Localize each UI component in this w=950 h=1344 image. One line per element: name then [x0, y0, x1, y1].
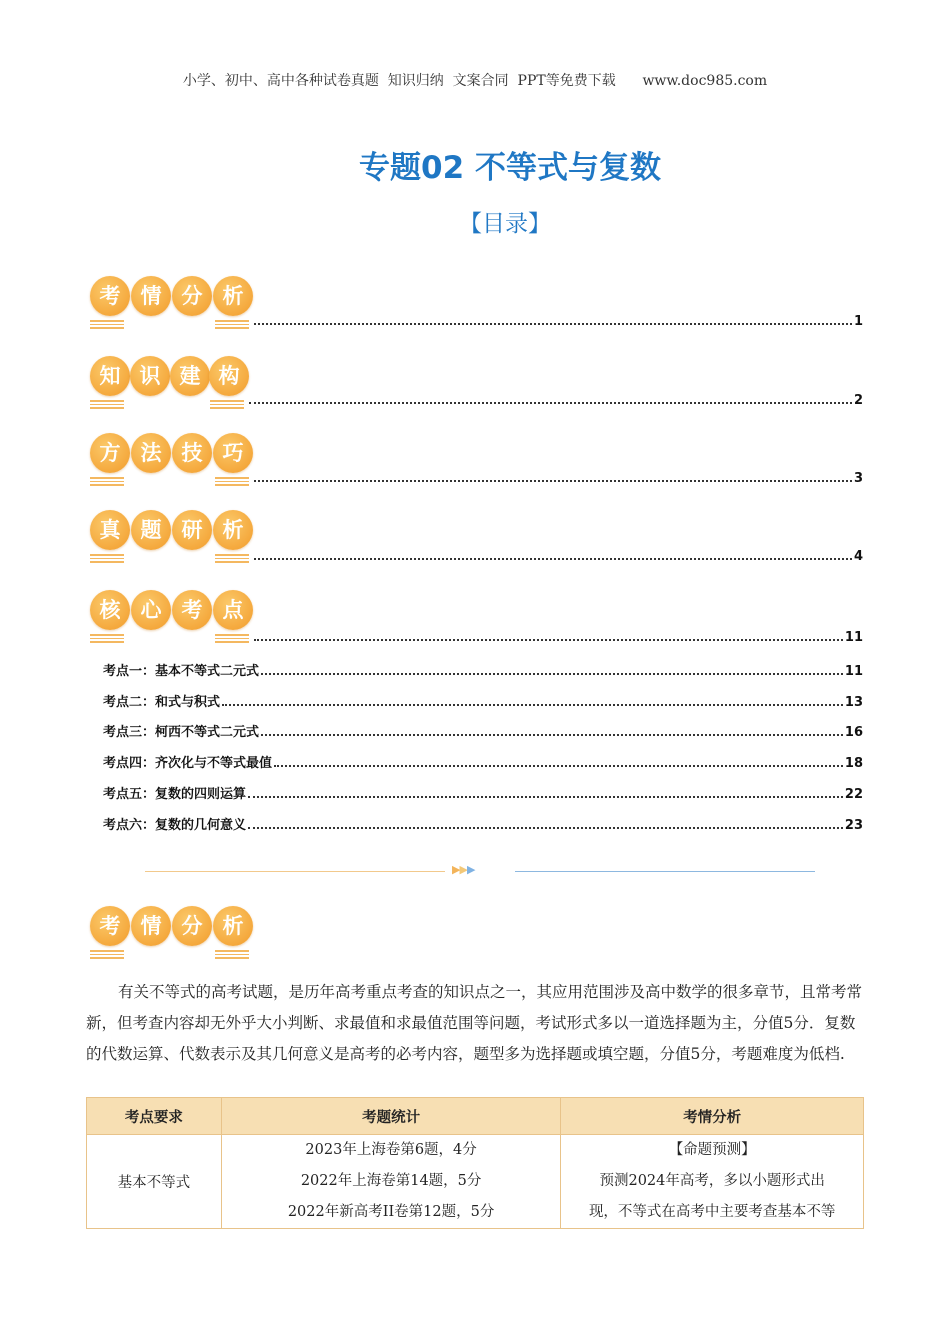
toc-subentry[interactable] [103, 691, 863, 710]
stat-line: 2022年上海卷第14题，5分 [300, 1173, 482, 1189]
toc-page-number: 11 [844, 630, 863, 645]
toc-page-number: 18 [844, 756, 863, 771]
analysis-paragraph-text: 有关不等式的高考试题，是历年高考重点考查的知识点之一，其应用范围涉及高中数学的很多章节，且常考常新，但考查内容却无外乎大小判断、求最值和求最值范围等问题，考试形式多以一道选择题为主，分值5分．复数的代数运算、代数表示及其几何意义是高考的必考内容，题型多为选择题或填空题，分值5分，考题难度为低档. [86, 983, 863, 1063]
toc-page-number: 11 [844, 664, 863, 679]
toc-page-number: 23 [844, 818, 863, 833]
badge-stripes [215, 554, 249, 563]
table-header: 考题统计 [221, 1098, 561, 1135]
badge-char: 考 [172, 590, 212, 630]
leader-dots [249, 402, 852, 404]
toc-subentry[interactable] [103, 752, 863, 771]
toc-subentry[interactable] [103, 721, 863, 740]
table-cell-analysis [561, 1135, 864, 1229]
badge-char: 真 [90, 510, 130, 550]
badge-char: 构 [209, 356, 249, 396]
stat-line: 2022年新高考II卷第12题，5分 [287, 1204, 495, 1220]
badge-char: 方 [90, 433, 130, 473]
badge-char: 题 [131, 510, 171, 550]
badge-char: 情 [131, 906, 171, 946]
divider-arrows-icon: ▶▶▶ [452, 863, 475, 876]
leader-dots [248, 796, 843, 798]
table-cell-requirement: 基本不等式 [87, 1135, 222, 1229]
prediction-heading: 【命题预测】 [668, 1142, 756, 1158]
page-title: 专题02 不等式与复数 [359, 150, 661, 186]
badge-char: 点 [213, 590, 253, 630]
badge-char: 分 [172, 906, 212, 946]
toc-subentry[interactable] [103, 814, 863, 833]
badge-stripes [90, 400, 124, 409]
toc-entry-core-points[interactable] [252, 630, 863, 645]
toc-heading: 【目录】 [459, 211, 551, 237]
stat-line: 2023年上海卷第6题，4分 [305, 1142, 477, 1158]
leader-dots [254, 558, 852, 560]
leader-dots [274, 765, 843, 767]
analysis-line: 预测2024年高考，多以小题形式出 [599, 1173, 825, 1189]
toc-subentry-label: 考点三：柯西不等式二元式 [103, 725, 260, 740]
badge-char: 考 [90, 276, 130, 316]
toc-page-number: 13 [844, 695, 863, 710]
badge-char: 考 [90, 906, 130, 946]
table-cell-stats [221, 1135, 561, 1229]
page-header: 小学、初中、高中各种试卷真题 知识归纳 文案合同 PPT等免费下载 www.doc985.com [182, 73, 768, 89]
badge-char: 建 [170, 356, 210, 396]
badge-stripes [90, 320, 124, 329]
badge-char: 知 [90, 356, 130, 396]
divider-right [515, 871, 815, 872]
badge-stripes [90, 634, 124, 643]
leader-dots [254, 323, 852, 325]
table-header: 考点要求 [87, 1098, 222, 1135]
badge-char: 核 [90, 590, 130, 630]
toc-subentry[interactable] [103, 783, 863, 802]
badge-char: 识 [130, 356, 170, 396]
badge-stripes [210, 400, 244, 409]
badge-stripes [215, 320, 249, 329]
toc-entry-exam-study[interactable] [252, 549, 863, 564]
badge-char: 巧 [213, 433, 253, 473]
toc-entry-methods[interactable] [252, 471, 863, 486]
toc-page-number: 4 [853, 549, 863, 564]
toc-page-number: 22 [844, 787, 863, 802]
toc-subentry-label: 考点六：复数的几何意义 [103, 818, 247, 833]
toc-subentry[interactable] [103, 660, 863, 679]
badge-stripes [215, 634, 249, 643]
toc-page-number: 2 [853, 393, 863, 408]
leader-dots [248, 827, 843, 829]
table-header-row [87, 1098, 864, 1135]
leader-dots [254, 639, 843, 641]
toc-page-number: 16 [844, 725, 863, 740]
leader-dots [254, 480, 852, 482]
toc-entry-analysis[interactable] [252, 314, 863, 329]
badge-char: 技 [172, 433, 212, 473]
table-row [87, 1135, 864, 1229]
badge-char: 法 [131, 433, 171, 473]
toc-subentry-label: 考点五：复数的四则运算 [103, 787, 247, 802]
toc-subentry-label: 考点四：齐次化与不等式最值 [103, 756, 273, 771]
toc-subentry-label: 考点二：和式与积式 [103, 695, 221, 710]
badge-char: 心 [131, 590, 171, 630]
exam-table [86, 1097, 864, 1229]
toc-page-number: 3 [853, 471, 863, 486]
toc-entry-knowledge[interactable] [247, 393, 863, 408]
badge-char: 析 [213, 276, 253, 316]
badge-char: 析 [213, 906, 253, 946]
badge-char: 分 [172, 276, 212, 316]
analysis-paragraph [86, 977, 866, 1070]
divider-left [145, 871, 445, 872]
leader-dots [222, 704, 843, 706]
leader-dots [261, 734, 843, 736]
badge-char: 情 [131, 276, 171, 316]
badge-char: 析 [213, 510, 253, 550]
toc-subentry-label: 考点一：基本不等式二元式 [103, 664, 260, 679]
badge-stripes [90, 950, 124, 959]
badge-stripes [215, 950, 249, 959]
badge-stripes [215, 477, 249, 486]
analysis-line: 现，不等式在高考中主要考查基本不等 [588, 1204, 836, 1220]
table-header: 考情分析 [561, 1098, 864, 1135]
badge-char: 研 [172, 510, 212, 550]
badge-stripes [90, 477, 124, 486]
leader-dots [261, 673, 843, 675]
badge-stripes [90, 554, 124, 563]
toc-page-number: 1 [853, 314, 863, 329]
